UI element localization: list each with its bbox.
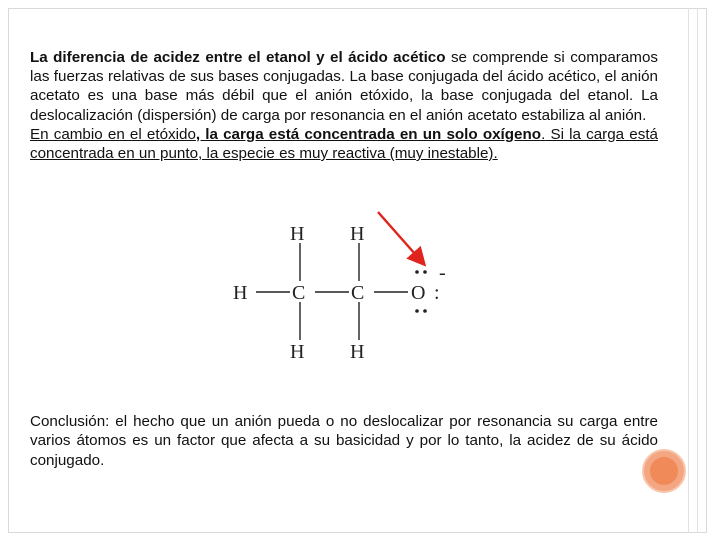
lone-pair-right: :	[434, 282, 440, 304]
lone-pair-dot	[423, 309, 427, 313]
ethoxide-lead-text: En cambio en el etóxido	[30, 125, 196, 143]
lone-pair-dot	[415, 270, 419, 274]
ethoxide-bold-text: , la carga está concentrada en un solo oxígeno	[195, 125, 542, 143]
conclusion-text: Conclusión: el hecho que un anión pueda o no deslocalizar por resonancia su carga entre varios átomos es un factor que afecta a su basicidad y por lo tanto, la acidez de su ácido conjugado.	[30, 413, 658, 469]
lone-pair-dot	[415, 309, 419, 313]
atom-h-bottom-1: H	[290, 341, 305, 363]
lone-pair-dot	[423, 270, 427, 274]
ethoxide-dot: .	[541, 125, 546, 143]
atom-c2: C	[351, 282, 365, 304]
red-arrow	[378, 212, 423, 263]
negative-charge: -	[439, 262, 446, 284]
ethoxide-tail-text: Si la carga está concentrada en un punto, la especie es muy reactiva (muy inestable).	[30, 125, 658, 163]
atom-h-left: H	[233, 282, 248, 304]
atom-h-bottom-2: H	[350, 341, 365, 363]
atom-o: O	[411, 282, 426, 304]
atom-c1: C	[292, 282, 306, 304]
intro-rest-text: se comprende si comparamos las fuerzas relativas de sus bases conjugadas. La base conjugada del ácido acético, el anión acetato es una base más débil que el anión etóxido, la base conjugada del etanol. La deslocalización (dispersión) de carga por resonancia en el anión acetato estabiliza al anión.	[30, 49, 658, 124]
intro-bold-text: La diferencia de acidez entre el etanol y el ácido acético	[30, 49, 446, 66]
atom-h-top-1: H	[290, 223, 305, 245]
decorative-circle	[642, 449, 686, 493]
atom-h-top-2: H	[350, 223, 365, 245]
